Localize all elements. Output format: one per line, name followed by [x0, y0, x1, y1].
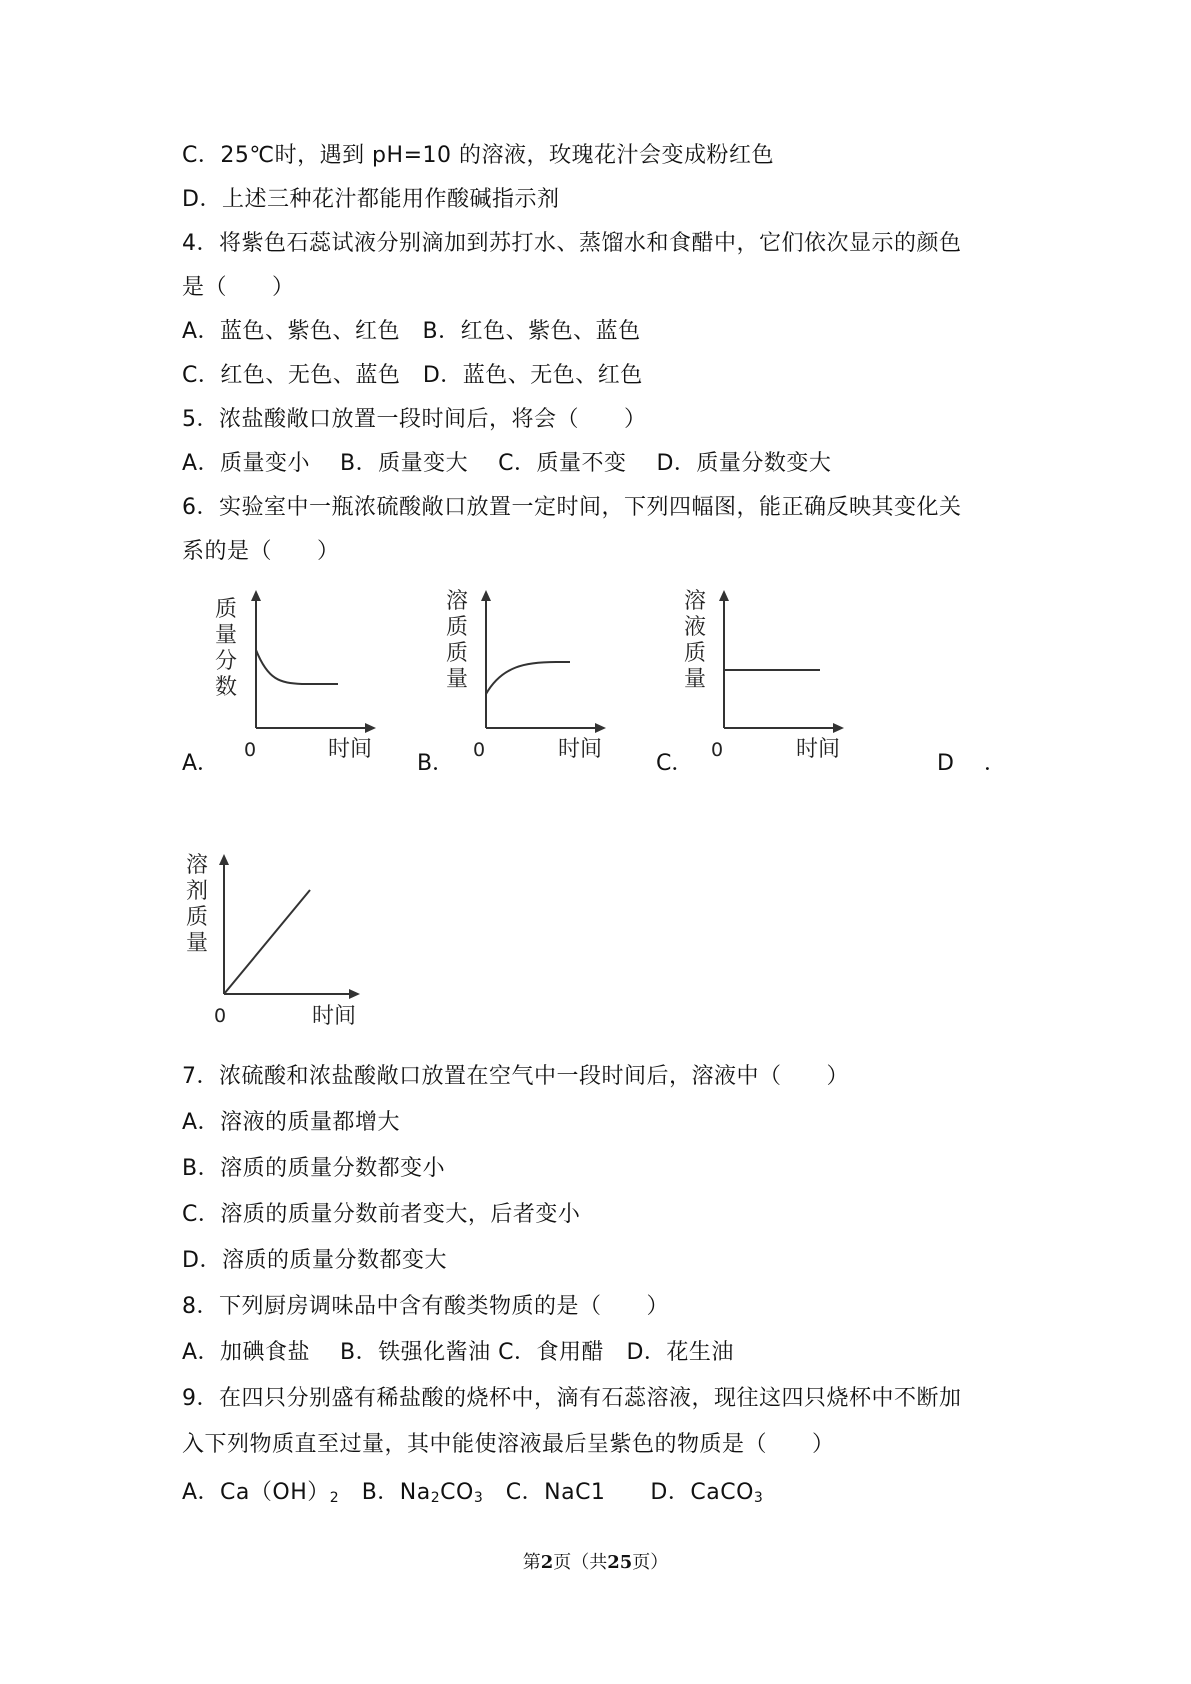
graph-d-ylabel-1: 溶 — [186, 853, 209, 878]
footer-mid: 页（共 — [553, 1552, 608, 1573]
footer-post: 页） — [632, 1552, 669, 1573]
q9-option-b: B．Na — [339, 1480, 431, 1505]
graph-c-ylabel-3: 质 — [684, 641, 707, 666]
graph-c-ylabel-2: 液 — [684, 615, 707, 640]
question-5-text: 5．浓盐酸敞口放置一段时间后，将会（ ） — [182, 407, 647, 432]
graph-a-ylabel-1: 质 — [215, 597, 238, 622]
graph-d-xlabel: 时间 — [312, 1004, 357, 1029]
graph-a-x-arrow — [365, 723, 376, 733]
graph-c-y-arrow — [719, 590, 729, 601]
question-6-text-cont: 系的是（ ） — [182, 539, 340, 564]
graph-b-xlabel: 时间 — [558, 737, 603, 762]
graph-c-letter: C． — [656, 751, 694, 776]
graph-b — [446, 588, 646, 778]
graph-b-letter: B． — [417, 751, 455, 776]
footer-page-number: 2 — [540, 1552, 554, 1573]
graph-d-letter-dot: ． — [984, 751, 1007, 776]
graph-c-xlabel: 时间 — [796, 737, 841, 762]
graph-c-ylabel-4: 量 — [684, 667, 707, 692]
page-footer — [0, 1548, 1191, 1574]
graph-b-x-arrow — [595, 723, 606, 733]
footer-total-pages: 25 — [607, 1552, 633, 1573]
graph-b-ylabel-4: 量 — [446, 667, 469, 692]
graph-a-curve — [256, 650, 338, 684]
question-9-text-cont: 入下列物质直至过量，其中能使溶液最后呈紫色的物质是（ ） — [182, 1432, 835, 1457]
graph-a-ylabel-4: 数 — [215, 675, 238, 700]
graph-b-ylabel-1: 溶 — [446, 589, 469, 614]
graph-d-curve — [224, 890, 310, 994]
question-7-option-a: A．溶液的质量都增大 — [182, 1110, 401, 1135]
graph-a — [210, 588, 410, 778]
question-4-text-cont: 是（ ） — [182, 275, 295, 300]
graph-c-ylabel-1: 溶 — [684, 589, 707, 614]
option-3c: C．25℃时，遇到 pH=10 的溶液，玫瑰花汁会变成粉红色 — [182, 143, 774, 168]
graph-a-xlabel: 时间 — [328, 737, 373, 762]
question-6-text: 6．实验室中一瓶浓硫酸敞口放置一定时间，下列四幅图，能正确反映其变化关 — [182, 495, 962, 520]
question-4-text: 4．将紫色石蕊试液分别滴加到苏打水、蒸馏水和食醋中，它们依次显示的颜色 — [182, 231, 962, 256]
graph-d-origin: 0 — [214, 1005, 227, 1027]
q9-option-b-sub2: 3 — [473, 1490, 484, 1506]
graph-b-curve — [486, 662, 570, 694]
footer-pre: 第 — [522, 1552, 541, 1573]
graph-b-ylabel-3: 质 — [446, 641, 469, 666]
graph-c-origin: 0 — [711, 739, 724, 761]
q9-option-a-sub: 2 — [329, 1490, 340, 1506]
graph-d-ylabel-2: 剂 — [186, 879, 209, 904]
graph-a-origin: 0 — [244, 739, 257, 761]
graph-a-y-arrow — [251, 590, 261, 601]
question-7-option-b: B．溶质的质量分数都变小 — [182, 1156, 446, 1181]
graph-b-ylabel-2: 质 — [446, 615, 469, 640]
q9-option-b-post: CO — [440, 1480, 474, 1505]
q9-option-a: A．Ca（OH） — [182, 1480, 330, 1505]
graph-a-ylabel-2: 量 — [215, 623, 238, 648]
graph-a-ylabel-3: 分 — [215, 649, 238, 674]
question-5-options: A．质量变小 B．质量变大 C．质量不变 D．质量分数变大 — [182, 451, 832, 476]
graph-b-y-arrow — [481, 590, 491, 601]
question-7-option-c: C．溶质的质量分数前者变大，后者变小 — [182, 1202, 581, 1227]
question-8-text: 8．下列厨房调味品中含有酸类物质的是（ ） — [182, 1294, 669, 1319]
question-8-options: A．加碘食盐 B．铁强化酱油 C．食用醋 D．花生油 — [182, 1340, 734, 1365]
q9-option-cd: C．NaC1 D．CaCO — [483, 1480, 754, 1505]
question-9-options — [182, 1478, 763, 1508]
question-7-text: 7．浓硫酸和浓盐酸敞口放置在空气中一段时间后，溶液中（ ） — [182, 1064, 849, 1089]
graph-d — [184, 852, 384, 1042]
graph-d-ylabel-4: 量 — [186, 931, 209, 956]
graph-d-letter: D — [937, 751, 954, 776]
graph-d-y-arrow — [219, 854, 229, 865]
q9-option-d-sub: 3 — [753, 1490, 764, 1506]
graph-d-ylabel-3: 质 — [186, 905, 209, 930]
question-9-text: 9．在四只分别盛有稀盐酸的烧杯中，滴有石蕊溶液，现往这四只烧杯中不断加 — [182, 1386, 962, 1411]
q9-option-b-sub: 2 — [430, 1490, 441, 1506]
graph-d-x-arrow — [349, 989, 360, 999]
option-3d: D．上述三种花汁都能用作酸碱指示剂 — [182, 187, 560, 212]
graph-c-x-arrow — [833, 723, 844, 733]
graph-c — [684, 588, 884, 778]
graph-a-letter: A． — [182, 751, 220, 776]
question-4-options-ab: A．蓝色、紫色、红色 B．红色、紫色、蓝色 — [182, 319, 641, 344]
question-4-options-cd: C．红色、无色、蓝色 D．蓝色、无色、红色 — [182, 363, 643, 388]
graph-b-origin: 0 — [473, 739, 486, 761]
question-7-option-d: D．溶质的质量分数都变大 — [182, 1248, 447, 1273]
